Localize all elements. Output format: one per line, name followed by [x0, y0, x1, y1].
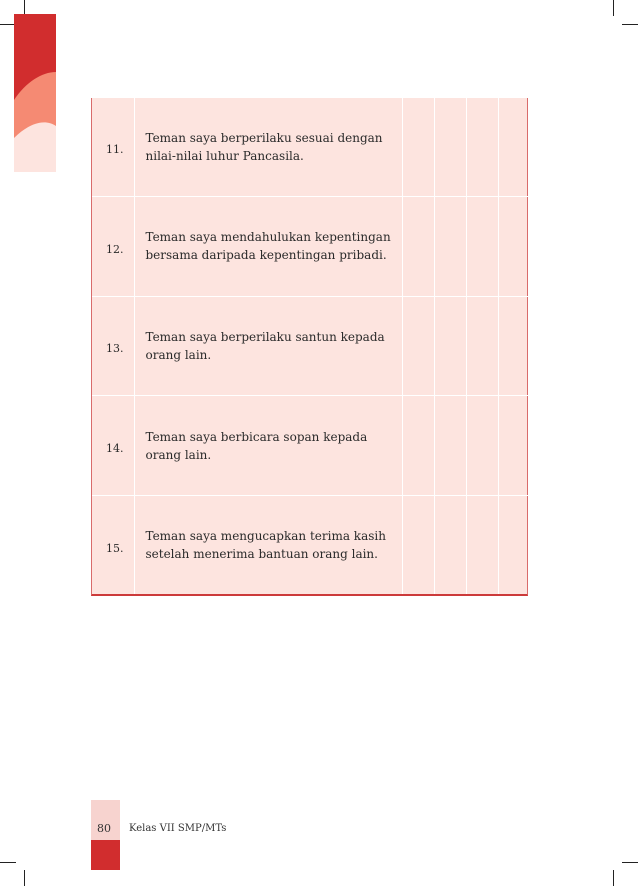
answer-cell-ts[interactable]	[466, 396, 498, 496]
row-number: 12.	[92, 196, 134, 296]
crop-mark-top-right-h	[622, 24, 638, 25]
answer-cell-sts[interactable]	[498, 496, 529, 594]
answer-cell-s[interactable]	[434, 98, 466, 196]
answer-cell-ss[interactable]	[402, 296, 434, 396]
table-row	[92, 196, 529, 296]
table-row	[92, 296, 529, 396]
row-statement: Teman saya mengucapkan terima kasih setelah menerima bantuan orang lain.	[134, 496, 402, 594]
row-statement: Teman saya berperilaku santun kepada orang lain.	[134, 296, 402, 396]
answer-cell-ts[interactable]	[466, 196, 498, 296]
crop-mark-top-right-v	[613, 0, 614, 16]
row-statement: Teman saya mendahulukan kepentingan bersama daripada kepentingan pribadi.	[134, 196, 402, 296]
answer-cell-ts[interactable]	[466, 98, 498, 196]
page-number: 80	[97, 822, 111, 835]
table-row	[92, 496, 529, 594]
footer-color-bar	[91, 800, 120, 870]
answer-cell-ss[interactable]	[402, 396, 434, 496]
crop-mark-bottom-left-h	[0, 862, 16, 863]
answer-cell-sts[interactable]	[498, 296, 529, 396]
row-number: 14.	[92, 396, 134, 496]
row-statement: Teman saya berbicara sopan kepada orang lain.	[134, 396, 402, 496]
answer-cell-s[interactable]	[434, 296, 466, 396]
answer-cell-ss[interactable]	[402, 496, 434, 594]
crop-mark-bottom-right-h	[622, 862, 638, 863]
answer-cell-sts[interactable]	[498, 196, 529, 296]
answer-cell-s[interactable]	[434, 496, 466, 594]
answer-cell-sts[interactable]	[498, 98, 529, 196]
table-row	[92, 98, 529, 196]
row-number: 13.	[92, 296, 134, 396]
row-number: 15.	[92, 496, 134, 594]
row-number: 11.	[92, 98, 134, 196]
table-row	[92, 396, 529, 496]
footer-book-title: Kelas VII SMP/MTs	[129, 823, 227, 834]
row-statement: Teman saya berperilaku sesuai dengan nilai-nilai luhur Pancasila.	[134, 98, 402, 196]
answer-cell-sts[interactable]	[498, 396, 529, 496]
questionnaire-table	[91, 98, 528, 596]
chapter-tab-decoration	[14, 14, 56, 172]
answer-cell-s[interactable]	[434, 396, 466, 496]
answer-cell-s[interactable]	[434, 196, 466, 296]
answer-cell-ts[interactable]	[466, 496, 498, 594]
answer-cell-ss[interactable]	[402, 98, 434, 196]
answer-cell-ss[interactable]	[402, 196, 434, 296]
crop-mark-bottom-right-v	[613, 870, 614, 886]
crop-mark-bottom-left-v	[24, 870, 25, 886]
answer-cell-ts[interactable]	[466, 296, 498, 396]
